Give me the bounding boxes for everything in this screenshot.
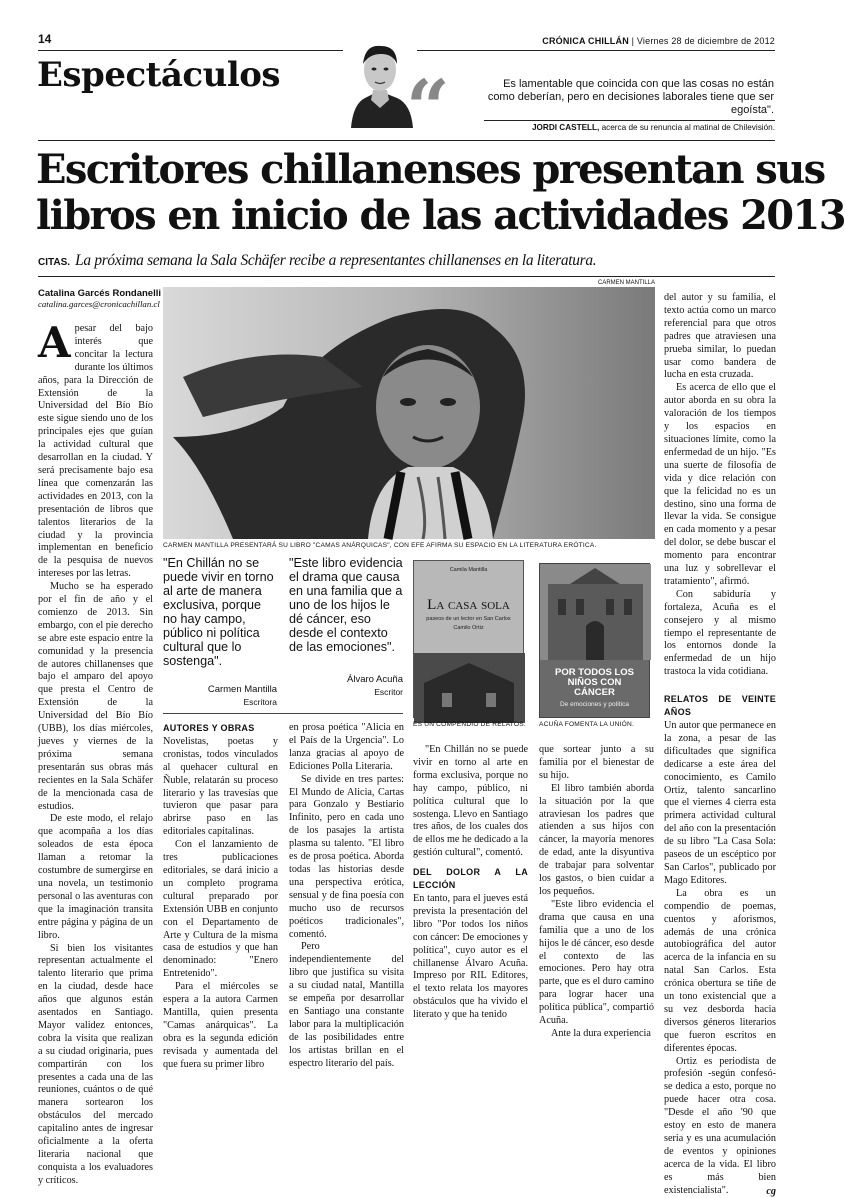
byline-name: Catalina Garcés Rondanelli: [38, 288, 162, 299]
col6-paragraph-5: La obra es un compendio de poemas, cuentos y aforismos, además de una crónica autobiográfica del autor acerca de la infancia en su natal San Carlos. Esta crónica obertura se tiñe de un tono existencial que a su vez desborda hacia diversos géneros literarios que fueron escritos en diferentes épocas.: [664, 887, 776, 1054]
col1-paragraph-4: Si bien los visitantes representan actualmente el talento literario que prima en la ciudad, desde hace años que algunos están asentados en Santiago. Mayor validez entonces, cobra la visita que realizan a su ciudad originaria, pues compartirán con los presentes a cada una de las reuniones, cuántos o de qué manera sortearon los obstáculos del mercado capitalino antes de ingresar oficialmente a la oferta literaria nacional que conquista a los evaluadores y críticos.: [38, 942, 153, 1186]
column-6: [664, 292, 777, 1197]
book1-caption: ES UN COMPENDIO DE RELATOS.: [413, 721, 526, 728]
separator: |: [631, 36, 635, 46]
quote-box-2: [289, 556, 403, 698]
top-quote-context: acerca de su renuncia al matinal de Chilevisión.: [601, 123, 775, 132]
col5-paragraph-1: que sortear junto a su familia por el bienestar de su hijo.: [539, 744, 654, 781]
col4-heading: DEL DOLOR A LA LECCIÓN: [413, 867, 528, 891]
quote-2-text: "Este libro evidencia el drama que causa en una familia que a uno de los hijos le dé cáncer, eso desde el contexto de las emociones".: [289, 556, 403, 654]
byline-email: catalina.garces@cronicachillan.cl: [38, 299, 160, 309]
book1-publisher: Camila Mantilla: [449, 567, 488, 573]
col6-paragraph-6: Ortiz es periodista de profesión -según confesó- se dedica a esto, porque no puede hacer otra cosa. "Desde el año '90 que estoy en esto de manera seria y es una acumulación de eventos y opiniones acerca de la vida. El libro es más bien existencialista".: [664, 1055, 776, 1196]
col2-heading: AUTORES Y OBRAS: [163, 723, 255, 733]
top-quote-rule: [484, 120, 775, 121]
col6-paragraph-1: del autor y su familia, el texto actúa como un marco referencial para que otros padres que atraviesen una prueba similar, lo puedan usar como bandera de lucha en esta cruzada.: [664, 292, 776, 381]
issue-date: Viernes 28 de diciembre de 2012: [636, 36, 775, 46]
end-signature: cg: [766, 1185, 776, 1197]
book1-author: Camilo Ortiz: [453, 625, 484, 631]
top-quote-attribution: [484, 123, 775, 132]
deck-rule: [38, 276, 775, 277]
column-5: [539, 744, 655, 1039]
book2-title: POR TODOS LOS NIÑOS CON CÁNCER: [554, 667, 634, 698]
quote-mark-icon: “: [406, 63, 450, 152]
col5-paragraph-4: Ante la dura experiencia: [551, 1027, 651, 1039]
col2-paragraph-3: Para el miércoles se espera a la autora Carmen Mantilla, quien presenta "Camas anárquicas". La obra es la segunda edición revisada y aumentada del que fuera su primer libro: [163, 981, 278, 1070]
column-3: [289, 722, 404, 1069]
col3-paragraph-2: Se divide en tres partes: El Mundo de Alicia, Cartas para Gonzalo y Bestiario Infinito, pero en cada uno de los pasajes la artista plasma su talento. "El libro es de prosa poética. Aborda todas las historias desde una perspectiva erótica, sensual y de fina poesía con mucho uso de recursos poéticos tradicionales", comentó.: [289, 773, 404, 940]
quote-2-role: Escritor: [374, 687, 403, 697]
col4-paragraph-2: En tanto, para el jueves está prevista la presentación del libro "Por todos los niños con cáncer: De emociones y política", cuyo autor es el chillanense Álvaro Acuña. Impreso por RIL Editores, el texto relata los mayores obstáculos que ha vivido el literato y que ha tenido: [413, 892, 528, 1021]
column-1: [38, 318, 153, 1186]
col5-paragraph-2: El libro también aborda la situación por la que atraviesan los padres que atienden a sus hijos con cáncer, la mayoría menores de edad, ante la disyuntiva de trabajar para solventar los gastos, o bien cuidar a los pequeños.: [539, 782, 654, 897]
col6-heading: RELATOS DE VEINTE AÑOS: [664, 694, 776, 718]
deck: [38, 250, 778, 270]
section-title: Espectáculos: [37, 55, 281, 95]
quote-1-role: Escritora: [243, 697, 277, 707]
book-cover-por-todos-los-ninos: [539, 563, 650, 718]
publication-name: CRÓNICA CHILLÁN: [542, 36, 629, 46]
quote-box-1: [163, 556, 277, 708]
page-number: 14: [38, 32, 52, 46]
top-quote-text: Es lamentable que coincida con que las cosas no están como deberían, pero en decisiones laborales tiene que ser egoísta".: [487, 78, 774, 116]
column-2: [163, 722, 278, 1070]
headline-line-1: Escritores chillanenses presentan sus: [36, 146, 825, 193]
book2-subtitle: De emociones y política: [559, 701, 629, 708]
book2-caption: ACUÑA FOMENTA LA UNIÓN.: [539, 721, 634, 728]
deck-label: CITAS.: [38, 257, 71, 268]
col1-paragraph-2: Mucho se ha esperado por el fin de año y el comienzo de 2013. Sin embargo, con el pie derecho se abre este espacio entre la comunidad y la presencia de autores chillanenses que bajo el amparo del apoyo que presta el Centro de Extensión de la Universidad del Bío Bío (UBB), los días miércoles, jueves y viernes de la próxima semana presentarán sus obras más recientes en la Sala Schäfer de la mencionada casa de estudios.: [38, 581, 153, 812]
col3-paragraph-1: en prosa poética "Alicia en el País de la Urgencia". Lo lanza gracias al apoyo de Ediciones Polla Literaria.: [289, 722, 404, 772]
col2-paragraph-2: Con el lanzamiento de tres publicaciones editoriales, se dará inicio a un completo programa cultural preparado por Extensión UBB en conjunto con el Departamento de Arte y Cultura de la misma casa de estudios y que han denominado: "Enero Entretenido".: [163, 839, 278, 980]
book1-house-illustration: [414, 653, 525, 723]
col6-paragraph-2: Es acerca de ello que el autor aborda en su obra la valoración de los tiempos y los espacios en situaciones límite, como la enfermedad de un hijo. "Es una suerte de filosofía de vida y dice relación con que la felicidad no es un destino, sino una forma de llevar la vida. Se consigue en cada momento y a pesar del dolor, se debe buscar el momento para encontrar una luz y sobrellevar el tratamiento", afirmó.: [664, 382, 776, 587]
col1-paragraph-3: De este modo, el relajo que acompaña a los días soleados de esta época llaman a retomar la costumbre de sumergirse en una novela, un testimonio personal o las aventuras con que la imaginación transita entre página y página de un libro.: [38, 813, 153, 941]
carmen-mantilla-photo: [163, 287, 655, 539]
col5-paragraph-3: "Este libro evidencia el drama que causa en una familia que a uno de los hijos le dé cáncer, eso desde el contexto de las emociones. Pero hay otra parte, que es el duro camino para lograr hacer una política pública", compartió Acuña.: [539, 898, 655, 1027]
book1-title: La casa sola: [427, 597, 510, 613]
col4-paragraph-1: "En Chillán no se puede vivir en torno al arte en forma exclusiva, porque no hay campo, público, ni política cultural que lo sostenga. Llevo en Santiago tres años, de los cuales dos de ellos me he dedicado a la gestión cultural", comentó.: [413, 744, 528, 859]
headline: [36, 146, 845, 239]
col6-paragraph-4: Un autor que permanece en la zona, a pesar de las dificultades que significa dedicarse a este área del conocimiento, es Camilo Ortiz, talento sancarlino que el viernes 4 cierra esta primera actividad cultural del año con la presentación de su libro "La Casa Sola: paseos de un escéptico por San Carlos", publicado por Mago Editores.: [664, 720, 777, 886]
quote-1-name: Carmen Mantilla: [207, 684, 277, 695]
book2-building-illustration: [540, 564, 651, 660]
top-quote-author: JORDI CASTELL,: [531, 123, 600, 132]
col6-paragraph-3: Con sabiduría y fortaleza, Acuña es el consejero y al mismo tiempo el representante de los entornos donde la enfermedad de un hijo trastoca la vida cotidiana.: [664, 588, 776, 678]
photo-credit: CARMEN MANTILLA: [597, 280, 655, 286]
col2-paragraph-1: Novelistas, poetas y cronistas, todos vinculados al quehacer cultural en Ñuble, relatarán su proceso literario y las travesías que tuvieron que pasar para abrirse paso en las editoriales capitalinas.: [163, 735, 278, 838]
book1-subtitle: paseos de un lector en San Carlos: [426, 616, 511, 622]
column-4: [413, 744, 528, 1021]
quote-2-name: Álvaro Acuña: [347, 674, 403, 685]
quote-1-text: "En Chillán no se puede vivir en torno al arte de manera exclusiva, porque no hay campo, público ni política cultural que lo sostenga".: [163, 556, 274, 668]
publication-line: [542, 36, 775, 46]
deck-text: La próxima semana la Sala Schäfer recibe a representantes chillanenses en la literatura.: [75, 252, 597, 269]
col1-paragraph-1: pesar del bajo interés que concitar la lectura durante los últimos años, para la Dirección de Extensión de la Universidad del Bío Bío este sigue siendo uno de los principales ejes que guían la actividad cultural que desarrollan en la ciudad. Y será precisamente bajo esa línea que comenzarán las actividades en 2013, con la presentación de libros que talentos literarios de la ciudad y la provincia implementan en beneficio de la pesquisa de nuevos intereses por las letras.: [38, 323, 153, 580]
dropcap: A: [38, 318, 71, 367]
col3-paragraph-3: Pero independientemente del libro que justifica su visita a su ciudad natal, Mantilla se empeña por desarrollar en Santiago una constante labor para la multiplicación de las posibilidades entre los artistas brillan en el espectro literario del país.: [289, 941, 404, 1069]
headline-line-2: libros en inicio de las actividades 2013: [36, 192, 845, 239]
photo-caption: CARMEN MANTILLA PRESENTARÁ SU LIBRO "CAMAS ANÁRQUICAS", CON EFE AFIRMA SU ESPACIO EN LA LITERATURA ERÓTICA.: [163, 542, 597, 549]
quotes-divider: [163, 713, 403, 714]
header-bottom-rule: [38, 140, 775, 141]
book-cover-la-casa-sola: [413, 560, 524, 718]
